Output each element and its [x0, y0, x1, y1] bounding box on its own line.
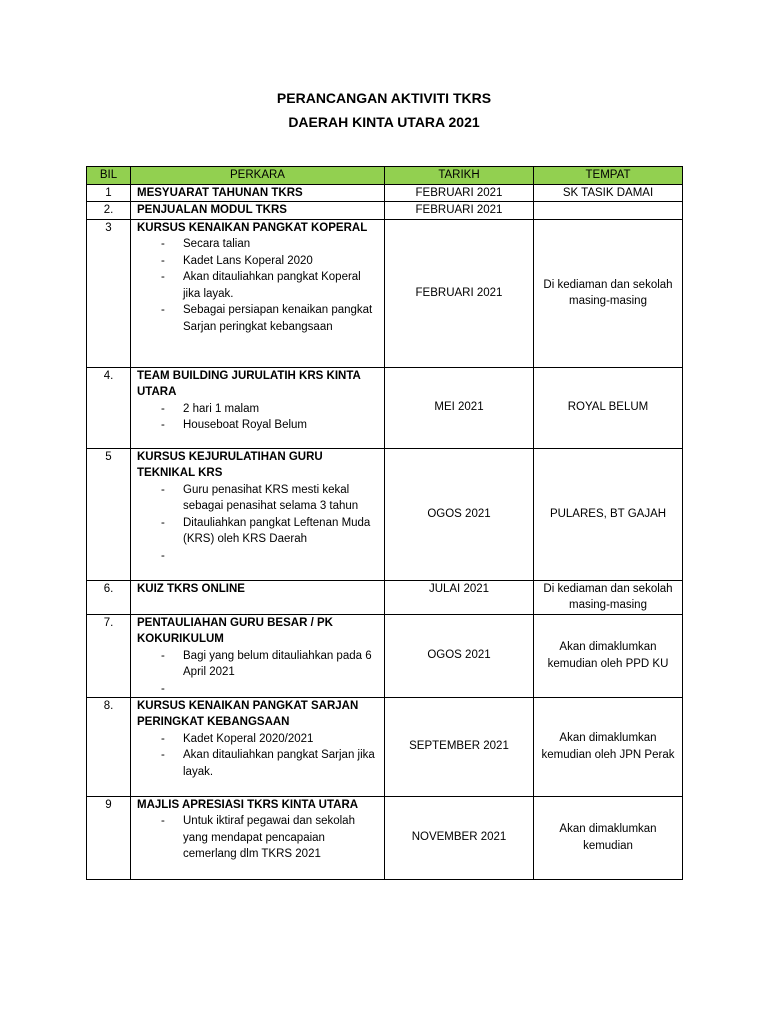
table-row [87, 796, 683, 879]
row-perkara [131, 219, 385, 367]
list-item: - Akan ditauliahkan pangkat Koperal jika layak. [161, 271, 361, 300]
row-tarikh: JULAI 2021 [385, 580, 534, 614]
activity-title: MESYUARAT TAHUNAN TKRS [137, 186, 303, 199]
table-row [87, 614, 683, 697]
list-item: - Kadet Lans Koperal 2020 [161, 254, 313, 267]
row-perkara [131, 184, 385, 202]
table-row [87, 697, 683, 796]
activity-title: KURSUS KEJURULATIHAN GURU TEKNIKAL KRS [137, 450, 323, 479]
row-tarikh: FEBRUARI 2021 [385, 202, 534, 220]
table-row [87, 580, 683, 614]
activity-title: PENJUALAN MODUL TKRS [137, 204, 287, 216]
row-perkara [131, 448, 385, 580]
list-item: - Ditauliahkan pangkat Leftenan Muda (KRS) oleh KRS Daerah [161, 516, 371, 545]
activity-details [137, 731, 378, 781]
header-bil: BIL [87, 167, 131, 185]
row-tarikh: OGOS 2021 [385, 614, 534, 697]
table-row [87, 367, 683, 448]
row-number: 9 [87, 796, 131, 879]
row-perkara [131, 367, 385, 448]
row-tarikh: FEBRUARI 2021 [385, 219, 534, 367]
activity-details [137, 236, 378, 335]
row-perkara [131, 697, 385, 796]
row-number: 4. [87, 367, 131, 448]
row-number: 8. [87, 697, 131, 796]
header-tarikh: TARIKH [385, 167, 534, 185]
activity-details [137, 813, 378, 863]
list-item: - Untuk iktiraf pegawai dan sekolah yang mendapat pencapaian cemerlang dlm TKRS 2021 [161, 815, 355, 860]
activity-title: KURSUS KENAIKAN PANGKAT KOPERAL [137, 221, 368, 234]
row-tempat: Akan dimaklumkan kemudian [534, 796, 683, 879]
row-tempat: PULARES, BT GAJAH [534, 448, 683, 580]
activity-table [86, 166, 683, 880]
document-title [0, 86, 768, 134]
row-perkara [131, 580, 385, 614]
row-tempat: Akan dimaklumkan kemudian oleh JPN Perak [534, 697, 683, 796]
row-tarikh: NOVEMBER 2021 [385, 796, 534, 879]
title-line-1: PERANCANGAN AKTIVITI TKRS [276, 90, 492, 106]
row-tarikh: OGOS 2021 [385, 448, 534, 580]
row-tempat [534, 202, 683, 220]
row-number: 2. [87, 202, 131, 220]
header-perkara: PERKARA [131, 167, 385, 185]
row-tempat: Akan dimaklumkan kemudian oleh PPD KU [534, 614, 683, 697]
table-row [87, 202, 683, 220]
activity-title: TEAM BUILDING JURULATIH KRS KINTA UTARA [137, 369, 361, 398]
row-tempat: SK TASIK DAMAI [534, 184, 683, 202]
table-row [87, 448, 683, 580]
activity-details: - Guru penasihat KRS mesti kekal sebagai penasihat selama 3 tahun - Ditauliahkan pangkat Leftenan Muda (KRS) oleh KRS Daerah - [137, 482, 378, 548]
row-tarikh: SEPTEMBER 2021 [385, 697, 534, 796]
row-number: 3 [87, 219, 131, 367]
activity-details [137, 401, 378, 434]
table-row [87, 219, 683, 367]
row-tempat: ROYAL BELUM [534, 367, 683, 448]
row-number: 6. [87, 580, 131, 614]
row-perkara [131, 202, 385, 220]
activity-title: MAJLIS APRESIASI TKRS KINTA UTARA [137, 798, 359, 811]
activity-title: KUIZ TKRS ONLINE [137, 582, 245, 595]
table-row [87, 184, 683, 202]
list-item: - Houseboat Royal Belum [161, 419, 308, 431]
activity-details: - Bagi yang belum ditauliahkan pada 6 April 2021 - [137, 648, 378, 681]
title-line-2: DAERAH KINTA UTARA 2021 [288, 114, 480, 130]
list-item: - Sebagai persiapan kenaikan pangkat Sarjan peringkat kebangsaan [161, 304, 373, 333]
activity-title: KURSUS KENAIKAN PANGKAT SARJAN PERINGKAT KEBANGSAAN [137, 699, 359, 728]
row-perkara [131, 614, 385, 697]
header-tempat: TEMPAT [534, 167, 683, 185]
list-item: - Akan ditauliahkan pangkat Sarjan jika layak. [161, 749, 375, 778]
activity-title: PENTAULIAHAN GURU BESAR / PK KOKURIKULUM [137, 616, 333, 645]
row-tarikh: MEI 2021 [385, 367, 534, 448]
row-perkara [131, 796, 385, 879]
list-item: - Kadet Koperal 2020/2021 [161, 732, 314, 745]
table-header-row [87, 167, 683, 185]
row-number: 1 [87, 184, 131, 202]
row-number: 5 [87, 448, 131, 580]
row-tempat: Di kediaman dan sekolah masing-masing [534, 219, 683, 367]
list-item: - Guru penasihat KRS mesti kekal sebagai penasihat selama 3 tahun [161, 483, 359, 512]
list-item: - Bagi yang belum ditauliahkan pada 6 April 2021 [161, 649, 372, 678]
list-item: - 2 hari 1 malam [161, 402, 260, 415]
list-item: - Secara talian [161, 238, 251, 250]
row-number: 7. [87, 614, 131, 697]
row-tarikh: FEBRUARI 2021 [385, 184, 534, 202]
row-tempat: Di kediaman dan sekolah masing-masing [534, 580, 683, 614]
